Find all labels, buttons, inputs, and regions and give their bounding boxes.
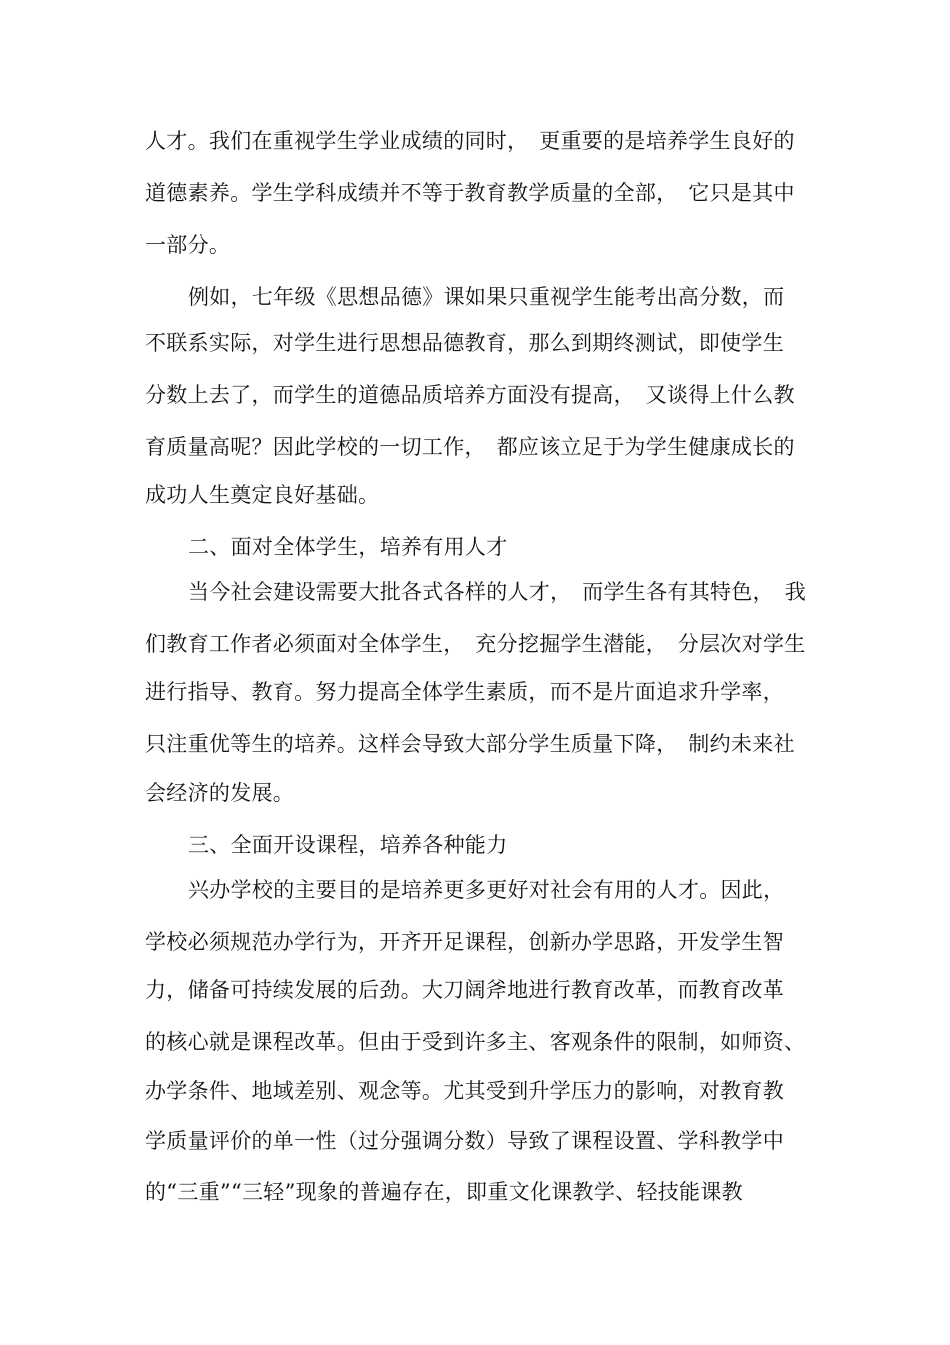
paragraph-start-line: 当今社会建设需要大批各式各样的人才， 而学生各有其特色， 我 <box>188 580 806 604</box>
text-line: 办学条件、地域差别、观念等。尤其受到升学压力的影响，对教育教 <box>145 1079 784 1103</box>
paragraph-start-line: 兴办学校的主要目的是培养更多更好对社会有用的人才。因此， <box>188 878 785 902</box>
text-line: 一部分。 <box>145 233 231 257</box>
text-line: 进行指导、教育。努力提高全体学生素质，而不是片面追求升学率， <box>145 680 784 704</box>
text-line: 们教育工作者必须面对全体学生， 充分挖掘学生潜能， 分层次对学生 <box>145 632 806 656</box>
section-heading: 三、全面开设课程，培养各种能力 <box>188 833 508 857</box>
text-line: 力，储备可持续发展的后劲。大刀阔斧地进行教育改革，而教育改革 <box>145 978 784 1002</box>
text-line: 只注重优等生的培养。这样会导致大部分学生质量下降， 制约未来社 <box>145 732 795 756</box>
text-line: 人才。我们在重视学生学业成绩的同时， 更重要的是培养学生良好的 <box>145 129 795 153</box>
text-line: 会经济的发展。 <box>145 781 295 805</box>
text-line: 分数上去了，而学生的道德品质培养方面没有提高， 又谈得上什么教 <box>145 383 795 407</box>
paragraph-start-line: 例如，七年级《思想品德》课如果只重视学生能考出高分数，而 <box>188 285 785 309</box>
text-line: 学校必须规范办学行为，开齐开足课程，创新办学思路，开发学生智 <box>145 930 784 954</box>
text-line: 学质量评价的单一性（过分强调分数）导致了课程设置、学科教学中 <box>145 1129 784 1153</box>
text-line: 的“三重”“三轻”现象的普遍存在，即重文化课教学、轻技能课教 <box>145 1180 743 1204</box>
text-line: 成功人生奠定良好基础。 <box>145 483 380 507</box>
text-line: 的核心就是课程改革。但由于受到许多主、客观条件的限制，如师资、 <box>145 1030 806 1054</box>
section-heading: 二、面对全体学生，培养有用人才 <box>188 535 508 559</box>
text-line: 道德素养。学生学科成绩并不等于教育教学质量的全部， 它只是其中 <box>145 181 795 205</box>
text-line: 不联系实际，对学生进行思想品德教育，那么到期终测试，即使学生 <box>145 331 784 355</box>
text-line: 育质量高呢？因此学校的一切工作， 都应该立足于为学生健康成长的 <box>145 435 795 459</box>
